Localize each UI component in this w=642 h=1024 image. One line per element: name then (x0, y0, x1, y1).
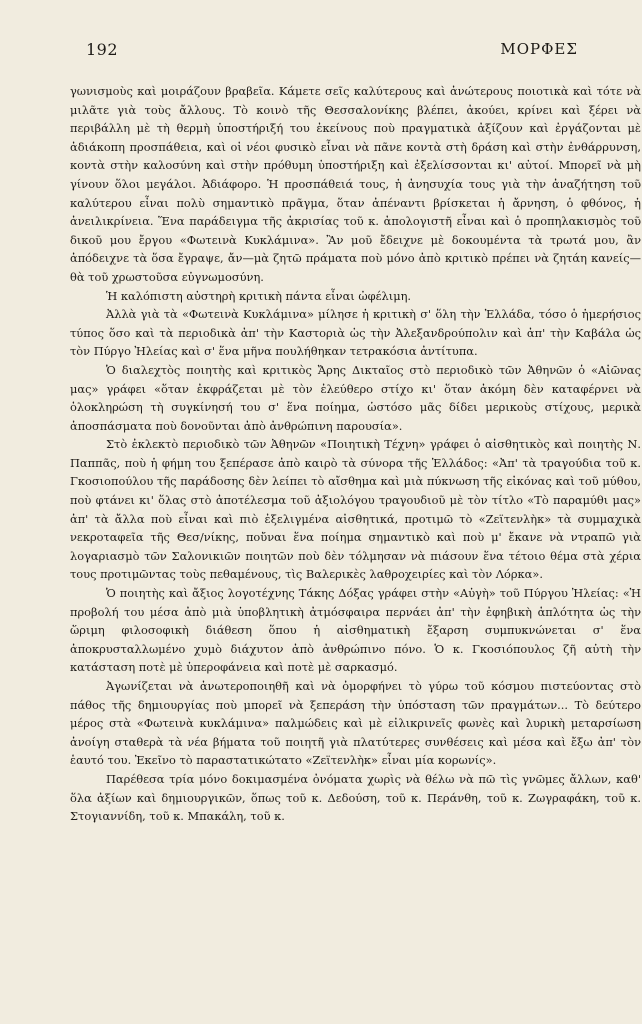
paragraph: Παρέθεσα τρία μόνο δοκιμασμένα ὀνόματα χωρὶς νὰ θέλω νὰ πῶ τὶς γνῶμες ἄλλων, καθ' ὅλα ἀξίων καὶ δημιουργικῶν, ὅπως τοῦ κ. Δεδούση, τοῦ κ. Περάνθη, τοῦ κ. Ζωγραφάκη, τοῦ κ. Στογιαννίδη, τοῦ κ. Μπακάλη, τοῦ κ. (70, 771, 641, 824)
paragraph: Στὸ ἐκλεκτὸ περιοδικὸ τῶν Ἀθηνῶν «Ποιητικὴ Τέχνη» γράφει ὁ αἰσθητικὸς καὶ ποιητὴς Ν. Παππᾶς, ποὺ ἡ φήμη του ξεπέρασε ἀπὸ καιρὸ τὰ σύνορα τῆς Ἑλλάδος: «Ἀπ' τὰ τραγούδια τοῦ κ. Γκοσιοπούλου τῆς παράδοσης δὲν λείπει τὸ αἴσθημα καὶ μιὰ πύκνωση τῆς εἰκόνας καὶ τοῦ μύθου, ποὺ φτάνει κι' ὅλας στὸ ἀποτέλεσμα τοῦ ἀξιολόγου τραγουδιοῦ μὲ τὸν τίτλο «Τὸ παραμύθι μας» ἀπ' τὰ ἄλλα ποὺ εἶναι καὶ πιὸ ἐξελιγμένα αἰσθητικά, προτιμῶ τὸ «Ζεϊτενλὴκ» τὰ συμμαχικὰ νεκροταφεῖα τῆς Θεσ/νίκης, ποὔναι ἕνα ποίημα σημαντικὸ καὶ ποὺ μ' ἔκανε νὰ ντραπῶ γιὰ λογαριασμὸ τῶν Σαλονικιῶν ποιητῶν ποὺ δὲν τόλμησαν νὰ πιάσουν ἕνα τέτοιο θέμα στὰ χέρια τους προτιμῶντας τοὺς πεθαμένους, τὶς Βαλερικὲς λαθροχειρίες καὶ τὸν Λόρκα». (70, 437, 641, 582)
body-text (70, 82, 641, 826)
paragraph: γωνισμοὺς καὶ μοιράζουν βραβεῖα. Κάμετε σεῖς καλύτερους καὶ ἀνώτερους ποιοτικὰ καὶ τότε νὰ μιλᾶτε γιὰ τοὺς ἄλλους. Τὸ κοινὸ τῆς Θεσσαλονίκης βλέπει, ἀκούει, κρίνει καὶ ξέρει νὰ περιβάλλη μὲ τὴ θερμὴ ὑποστήριξή του ἐκείνους ποὺ πραγματικὰ ἀξίζουν καὶ ἐργάζονται μὲ ἀδιάκοπη προσπάθεια, καὶ οἱ νέοι φυσικὸ εἶναι νὰ πᾶνε κοντὰ στὴ δράση καὶ στὴν ἐνθάρρυνση, κοντὰ στὴν καλοσύνη καὶ στὴν πρόθυμη ὑποστήριξη καὶ ἐξελίσσονται κι' αὐτοί. Μπορεῖ νὰ μὴ γίνουν ὅλοι μεγάλοι. Ἀδιάφορο. Ἡ προσπάθειά τους, ἡ ἀνησυχία τους γιὰ τὴν ἀναζήτηση τοῦ καλύτερου εἶναι πολὺ σημαντικὸ πρᾶγμα, ὅταν ἀπέναντι βρίσκεται ἡ ἄρνηση, ὁ φθόνος, ἡ ἀνειλικρίνεια. Ἕνα παράδειγμα τῆς ἀκρισίας τοῦ κ. ἀπολογιστῆ εἶναι καὶ ὁ προπηλακισμὸς τοῦ δικοῦ μου ἔργου «Φωτεινὰ Κυκλάμινα». Ἂν μοῦ ἔδειχνε μὲ δοκουμέντα τὰ τρωτά μου, ἂν ἀπόδειχνε τὰ ὅσα ἔγραψε, ἄν—μὰ ζητῶ πράματα ποὺ μόνο ἀπὸ κριτικὸ πρέπει νὰ ζητάη κανείς—θὰ τοῦ χρωστοῦσα εὐγνωμοσύνη. (70, 84, 641, 284)
running-head: ΜΟΡΦΕΣ (500, 40, 578, 58)
paragraph: Ὁ ποιητὴς καὶ ἄξιος λογοτέχνης Τάκης Δόξας γράφει στὴν «Αὐγὴ» τοῦ Πύργου Ἠλείας: «Ἡ προβολή του μέσα ἀπὸ μιὰ ὑποβλητικὴ ἀτμόσφαιρα περνάει ἀπ' τὴν ἐφηβικὴ ἁπλότητα ὡς τὴν ὥριμη φιλοσοφικὴ διάθεση ὅπου ἡ αἰσθηματικὴ ἔξαρση συμπυκνώνεται σ' ἕνα ἀποκρυσταλλωμένο χυμὸ διάχυτον ἀπὸ ἀνθρώπινο πόνο. Ὁ κ. Γκοσιόπουλος ζῆ αὐτὴ τὴν κατάσταση ποτὲ μὲ ὑπεροφάνεια καὶ ποτὲ μὲ σαρκασμό. (70, 586, 641, 675)
paragraph: Ἀλλὰ γιὰ τὰ «Φωτεινὰ Κυκλάμινα» μίλησε ἡ κριτικὴ σ' ὅλη τὴν Ἑλλάδα, τόσο ὁ ἡμερήσιος τύπος ὅσο καὶ τὰ περιοδικὰ ἀπ' τὴν Καστοριὰ ὡς τὴν Ἀλεξανδρούπολιν καὶ ἀπ' τὴν Καβάλα ὡς τὸν Πύργο Ἠλείας καὶ σ' ἕνα μῆνα πουλήθηκαν τετρακόσια ἀντίτυπα. (70, 307, 641, 359)
page-header (86, 40, 578, 64)
paragraph: Ὁ διαλεχτὸς ποιητὴς καὶ κριτικὸς Ἄρης Δικταῖος στὸ περιοδικὸ τῶν Ἀθηνῶν ὁ «Αἰῶνας μας» γράφει «ὅταν ἐκφράζεται μὲ τὸν ἐλεύθερο στίχο κι' ὅταν ἀκόμη δὲν καταφέρνει νὰ ὁλοκληρώση τὴ συγκίνησή του σ' ἕνα ποίημα, ὡστόσο μᾶς δίδει μερικοὺς στίχους, μερικὰ ἀποσπάσματα ποὺ δονοῦνται ἀπὸ ἀνθρώπινη παρουσία». (70, 362, 641, 433)
paragraph: Ἀγωνίζεται νὰ ἀνωτεροποιηθῆ καὶ νὰ ὀμορφήνει τὸ γύρω τοῦ κόσμου πιστεύοντας στὸ πάθος τῆς δημιουργίας ποὺ μπορεῖ νὰ ξεπεράση τὴν ὑπόσταση τῶν πραγμάτων... Τὸ δεύτερο μέρος στὰ «Φωτεινὰ κυκλάμινα» παλμώδεις καὶ μὲ εἰλικρινεῖς φωνὲς καὶ λυρικὴ μεταρσίωση ἀνοίγη σταθερὰ τὰ νέα βήματα τοῦ ποιητῆ γιὰ πλατύτερες συνθέσεις καὶ μέσα καὶ ἔξω ἀπ' τὸν ἑαυτό του. Ἐκεῖνο τὸ παραστατικώτατο «Ζεϊτενλὴκ» εἶναι μία κορωνίς». (70, 679, 641, 768)
page-number: 192 (86, 40, 119, 59)
paragraph: Ἡ καλόπιστη αὐστηρὴ κριτικὴ πάντα εἶναι ὠφέλιμη. (106, 288, 412, 303)
